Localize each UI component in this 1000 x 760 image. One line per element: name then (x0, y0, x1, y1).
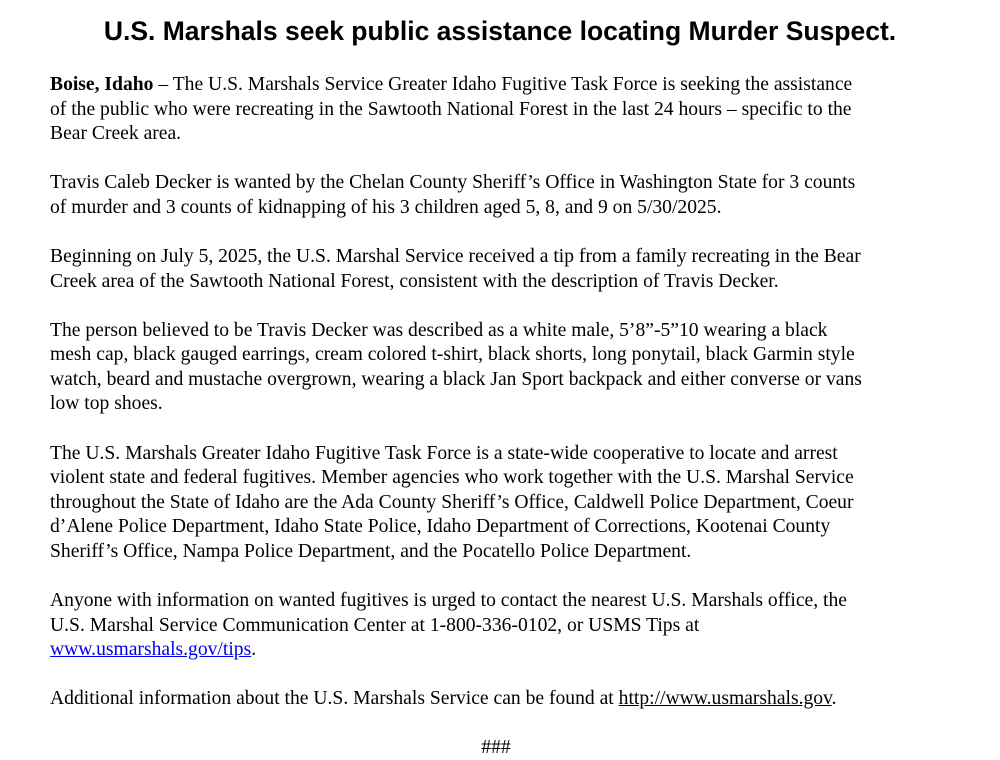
dateline-place: Boise, Idaho (50, 74, 154, 95)
paragraph-description-line-2: mesh cap, black gauged earrings, cream colored t-shirt, black shorts, long ponytail, black Garmin style (50, 344, 855, 366)
paragraph-intro (50, 73, 942, 147)
paragraph-contact-line-3 (50, 638, 942, 663)
paragraph-task-force (50, 442, 942, 565)
paragraph-description-line-3: watch, beard and mustache overgrown, wearing a black Jan Sport backpack and either converse or vans (50, 368, 862, 390)
page-title: U.S. Marshals seek public assistance locating Murder Suspect. (103, 16, 897, 46)
paragraph-intro-line-1 (50, 73, 942, 98)
paragraph-charges (50, 171, 942, 220)
paragraph-tip (50, 245, 942, 294)
intro-text-1: – The U.S. Marshals Service Greater Idaho Fugitive Task Force is seeking the assistance (153, 74, 853, 95)
paragraph-more-info (50, 687, 942, 712)
paragraph-description (50, 319, 942, 417)
tips-link-period: . (251, 639, 257, 661)
paragraph-description-line-4: low top shoes. (50, 393, 163, 415)
paragraph-tip-line-1: Beginning on July 5, 2025, the U.S. Marshal Service received a tip from a family recreating in the Bear (50, 245, 861, 267)
tips-link[interactable]: www.usmarshals.gov/tips (50, 639, 252, 661)
paragraph-contact (50, 589, 942, 663)
paragraph-intro-line-3: Bear Creek area. (50, 123, 182, 145)
more-info-text: Additional information about the U.S. Marshals Service can be found at (50, 688, 619, 710)
paragraph-task-force-line-5: Sheriff’s Office, Nampa Police Department, and the Pocatello Police Department. (50, 540, 692, 562)
paragraph-task-force-line-2: violent state and federal fugitives. Member agencies who work together with the U.S. Marshal Service (50, 467, 854, 489)
paragraph-intro-line-2: of the public who were recreating in the Sawtooth National Forest in the last 24 hours – specific to the (50, 98, 852, 120)
paragraph-task-force-line-3: throughout the State of Idaho are the Ada County Sheriff’s Office, Caldwell Police Department, Coeur (50, 491, 854, 513)
end-of-release-mark: ### (481, 737, 511, 759)
paragraph-task-force-line-4: d’Alene Police Department, Idaho State Police, Idaho Department of Corrections, Kootenai County (50, 516, 831, 538)
paragraph-more-info-line-1 (50, 687, 942, 712)
paragraph-tip-line-2: Creek area of the Sawtooth National Forest, consistent with the description of Travis Decker. (50, 270, 779, 292)
usmarshals-home-link[interactable]: http://www.usmarshals.gov (618, 688, 832, 710)
paragraph-description-line-1: The person believed to be Travis Decker was described as a white male, 5’8”-5”10 wearing a black (50, 319, 828, 341)
paragraph-charges-line-2: of murder and 3 counts of kidnapping of his 3 children aged 5, 8, and 9 on 5/30/2025. (50, 196, 722, 218)
home-link-period: . (831, 688, 837, 710)
paragraph-charges-line-1: Travis Caleb Decker is wanted by the Chelan County Sheriff’s Office in Washington State for 3 counts (50, 172, 856, 194)
paragraph-contact-line-2: U.S. Marshal Service Communication Center at 1-800-336-0102, or USMS Tips at (50, 614, 700, 636)
paragraph-contact-line-1: Anyone with information on wanted fugitives is urged to contact the nearest U.S. Marshals office, the (50, 590, 847, 611)
paragraph-task-force-line-1: The U.S. Marshals Greater Idaho Fugitive Task Force is a state-wide cooperative to locate and arrest (50, 442, 838, 464)
